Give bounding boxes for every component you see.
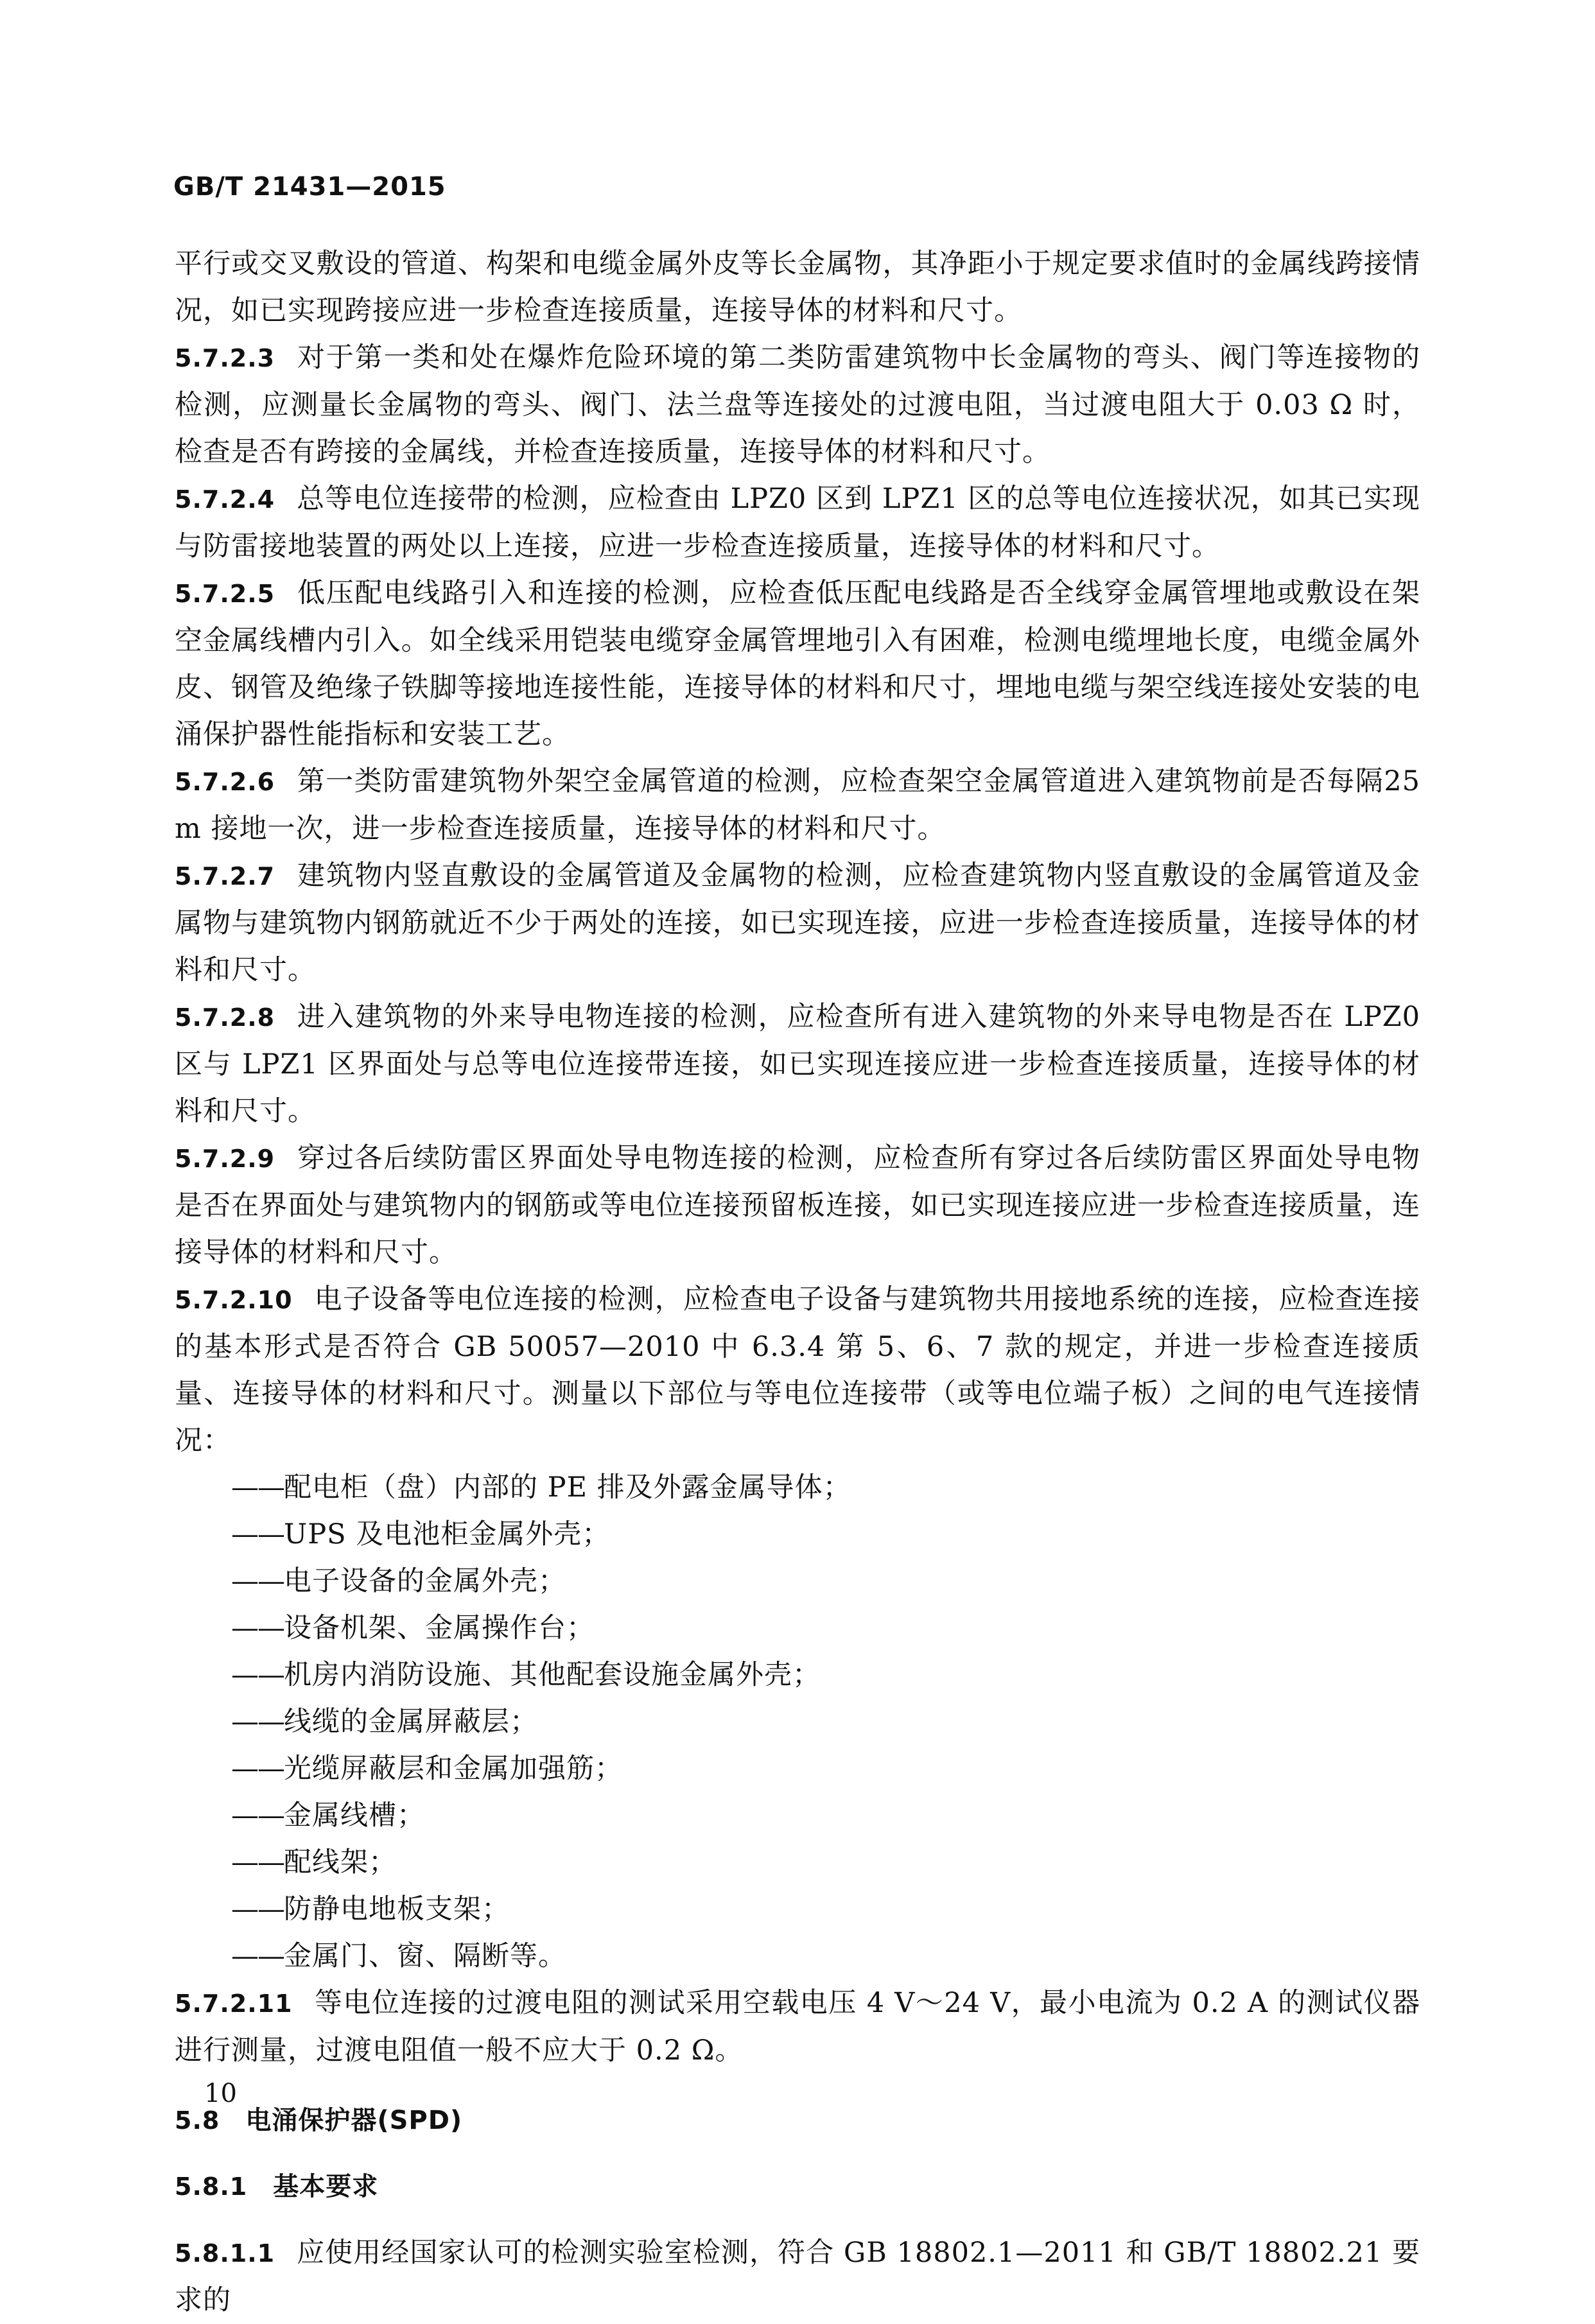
list-dash: —— (231, 1659, 284, 1691)
list-item-text: 线缆的金属屏蔽层； (284, 1706, 538, 1738)
list-dash: —— (231, 1612, 284, 1644)
clause-number: 5.8.1.1 (175, 2239, 275, 2268)
clause-text: 总等电位连接带的检测，应检查由 LPZ0 区到 LPZ1 区的总等电位连接状况，如其已实现与防雷接地装置的两处以上连接，应进一步检查连接质量，连接导体的材料和尺寸。 (175, 483, 1420, 562)
list-item-text: 金属线槽； (284, 1799, 425, 1832)
list-item-text: 防静电地板支架； (284, 1893, 510, 1925)
clause-5-7-2-9 (175, 1135, 1420, 1276)
clause-text: 进入建筑物的外来导电物连接的检测，应检查所有进入建筑物的外来导电物是否在 LPZ0 区与 LPZ1 区界面处与总等电位连接带连接，如已实现连接应进一步检查连接质量，连接导体的材料和尺寸。 (175, 1001, 1420, 1127)
section-title: 电涌保护器(SPD) (245, 2106, 463, 2135)
page-number: 10 (204, 2079, 237, 2108)
clause-5-7-2-4 (175, 476, 1420, 570)
clause-number: 5.7.2.8 (175, 1003, 275, 1032)
list-item-text: 电子设备的金属外壳； (284, 1565, 566, 1597)
clause-5-7-2-8 (175, 994, 1420, 1135)
clause-5-7-2-3 (175, 334, 1420, 476)
list-item-text: 设备机架、金属操作台； (284, 1612, 595, 1644)
list-dash: —— (231, 1565, 284, 1597)
section-number: 5.8.1 (175, 2172, 248, 2201)
page-content (175, 241, 1420, 2324)
list-item-text: 配电柜（盘）内部的 PE 排及外露金属导体； (284, 1471, 851, 1504)
clause-number: 5.7.2.5 (175, 580, 275, 608)
clause-text: 对于第一类和处在爆炸危险环境的第二类防雷建筑物中长金属物的弯头、阀门等连接物的检测，应测量长金属物的弯头、阀门、法兰盘等连接处的过渡电阻，当过渡电阻大于 0.03 Ω 时，检查是否有跨接的金属线，并检查连接质量，连接导体的材料和尺寸。 (175, 342, 1420, 468)
section-heading-5-8-1 (175, 2164, 1420, 2210)
list-dash: —— (231, 1846, 284, 1878)
section-number: 5.8 (175, 2106, 220, 2135)
clause-5-7-2-11 (175, 1980, 1420, 2074)
list-item-text: 金属门、窗、隔断等。 (284, 1940, 566, 1972)
list-item (175, 1886, 1420, 1933)
list-item (175, 1652, 1420, 1699)
section-heading-5-8 (175, 2097, 1420, 2144)
list-dash: —— (231, 1940, 284, 1972)
paragraph-text: 平行或交叉敷设的管道、构架和电缆金属外皮等长金属物，其净距小于规定要求值时的金属线跨接情况，如已实现跨接应进一步检查连接质量，连接导体的材料和尺寸。 (175, 248, 1420, 327)
clause-number: 5.7.2.11 (175, 1990, 293, 2018)
clause-5-7-2-7 (175, 853, 1420, 994)
list-dash: —— (231, 1893, 284, 1925)
clause-text: 第一类防雷建筑物外架空金属管道的检测，应检查架空金属管道进入建筑物前是否每隔25 m 接地一次，进一步检查连接质量，连接导体的材料和尺寸。 (175, 765, 1420, 845)
list-item-text: UPS 及电池柜金属外壳； (284, 1518, 611, 1550)
section-title: 基本要求 (273, 2172, 379, 2201)
clause-5-7-2-5 (175, 570, 1420, 758)
list-dash: —— (231, 1706, 284, 1738)
document-id-header: GB/T 21431—2015 (173, 172, 446, 202)
clause-text: 等电位连接的过渡电阻的测试采用空载电压 4 V～24 V，最小电流为 0.2 A 的测试仪器进行测量，过渡电阻值一般不应大于 0.2 Ω。 (175, 1987, 1420, 2067)
list-dash: —— (231, 1518, 284, 1550)
list-dash: —— (231, 1471, 284, 1504)
list-dash: —— (231, 1799, 284, 1832)
clause-number: 5.7.2.3 (175, 344, 275, 372)
clause-5-7-2-6 (175, 758, 1420, 853)
list-item (175, 1511, 1420, 1558)
clause-number: 5.7.2.6 (175, 768, 275, 796)
clause-number: 5.7.2.10 (175, 1286, 293, 1314)
clause-text: 电子设备等电位连接的检测，应检查电子设备与建筑物共用接地系统的连接，应检查连接的基本形式是否符合 GB 50057—2010 中 6.3.4 第 5、6、7 款的规定，并进一步检查连接质量、连接导体的材料和尺寸。测量以下部位与等电位连接带（或等电位端子板）之间的电气连接情况： (175, 1283, 1420, 1457)
connection-points-list (175, 1464, 1420, 1980)
list-item (175, 1699, 1420, 1746)
list-item (175, 1746, 1420, 1792)
list-item (175, 1558, 1420, 1605)
list-item (175, 1464, 1420, 1511)
clause-text: 低压配电线路引入和连接的检测，应检查低压配电线路是否全线穿金属管埋地或敷设在架空金属线槽内引入。如全线采用铠装电缆穿金属管埋地引入有困难，检测电缆埋地长度，电缆金属外皮、钢管及绝缘子铁脚等接地连接性能，连接导体的材料和尺寸，埋地电缆与架空线连接处安装的电涌保护器性能指标和安装工艺。 (175, 577, 1420, 750)
clause-number: 5.7.2.4 (175, 485, 275, 514)
clause-text: 应使用经国家认可的检测实验室检测，符合 GB 18802.1—2011 和 GB/T 18802.21 要求的 (175, 2237, 1420, 2316)
clause-5-7-2-10 (175, 1276, 1420, 1464)
paragraph-continued (175, 241, 1420, 334)
clause-number: 5.7.2.9 (175, 1145, 275, 1173)
list-item-text: 配线架； (284, 1846, 397, 1878)
list-item-text: 光缆屏蔽层和金属加强筋； (284, 1753, 623, 1785)
list-item-text: 机房内消防设施、其他配套设施金属外壳； (284, 1659, 821, 1691)
list-dash: —— (231, 1753, 284, 1785)
clause-number: 5.7.2.7 (175, 862, 275, 890)
clause-text: 穿过各后续防雷区界面处导电物连接的检测，应检查所有穿过各后续防雷区界面处导电物是否在界面处与建筑物内的钢筋或等电位连接预留板连接，如已实现连接应进一步检查连接质量，连接导体的材料和尺寸。 (175, 1142, 1420, 1269)
clause-5-8-1-1 (175, 2230, 1420, 2324)
list-item (175, 1933, 1420, 1980)
list-item (175, 1792, 1420, 1839)
clause-text: 建筑物内竖直敷设的金属管道及金属物的检测，应检查建筑物内竖直敷设的金属管道及金属物与建筑物内钢筋就近不少于两处的连接，如已实现连接，应进一步检查连接质量，连接导体的材料和尺寸。 (175, 860, 1420, 986)
list-item (175, 1605, 1420, 1652)
list-item (175, 1839, 1420, 1886)
